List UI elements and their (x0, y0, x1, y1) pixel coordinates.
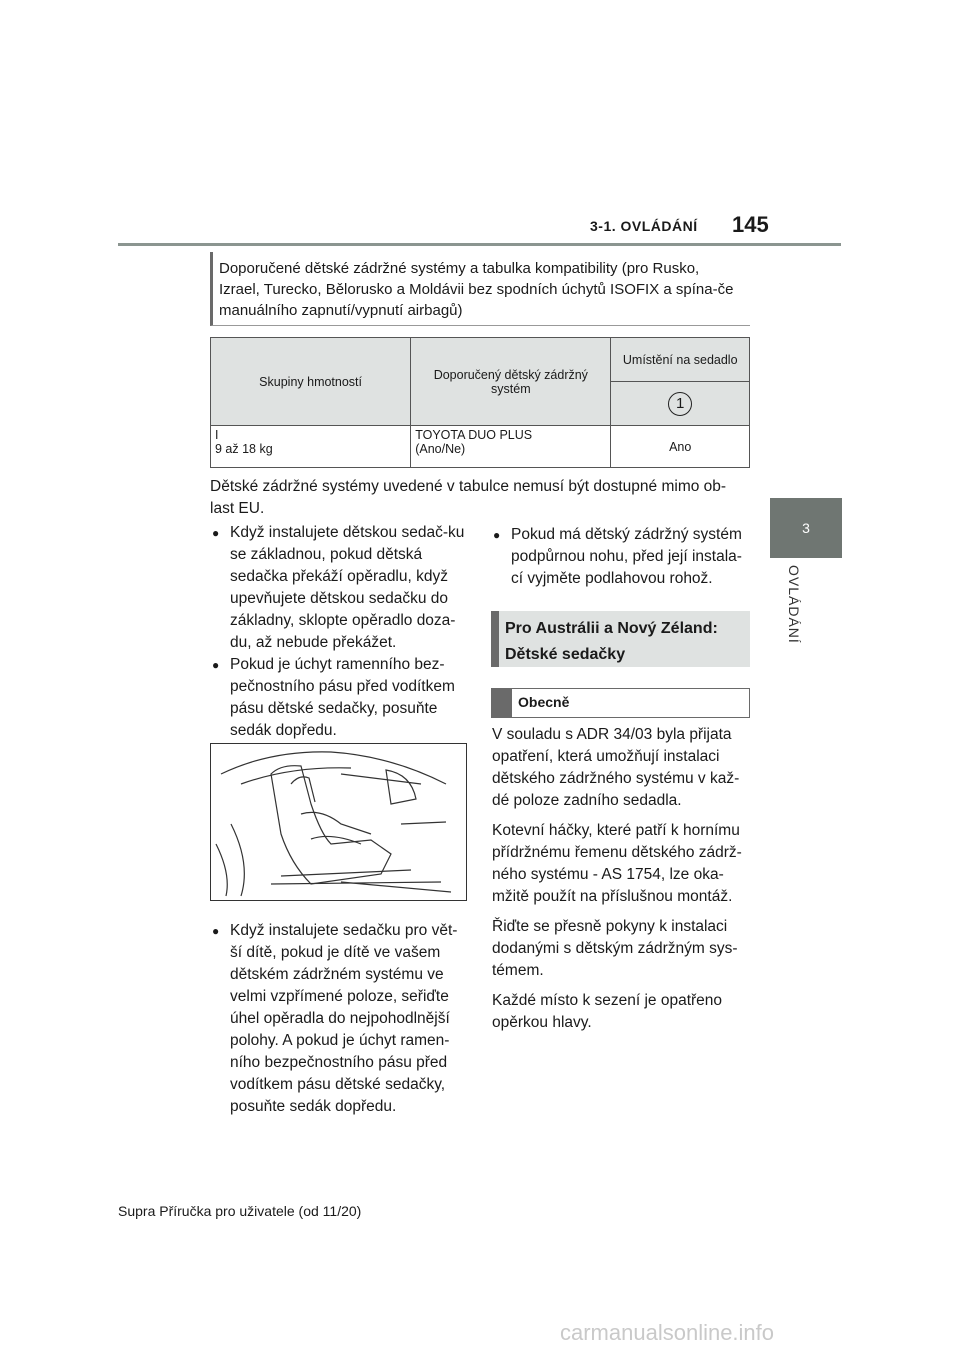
section-title: 3-1. OVLÁDÁNÍ (590, 218, 698, 234)
section-heading-line2: Dětské sedačky (505, 646, 626, 663)
system-option: (Ano/Ne) (415, 442, 466, 456)
table-header-recommended-system: Doporučený dětský zádržný systém (411, 338, 611, 426)
paragraph: Každé místo k sezení je opatřeno opěrkou hlavy. (492, 992, 723, 1031)
right-paragraphs (492, 724, 754, 1034)
subheading-box (491, 688, 750, 718)
table-header-seat-number-cell (611, 382, 750, 426)
compatibility-note-text: Doporučené dětské zádržné systémy a tabulka kompatibility (pro Rusko, Izrael, Turecko, Bělorusko a Moldávii bez spodních úchytů ISOFIX a spína-če manuálního zapnutí/vypnutí airbagů) (219, 260, 734, 319)
right-bullet-list (493, 524, 753, 590)
table-header-weight-groups: Skupiny hmotností (211, 338, 411, 426)
header-divider (118, 243, 841, 246)
chapter-tab (770, 498, 842, 558)
table-header-seat-position: Umístění na sedadlo (611, 338, 750, 382)
left-bullet-list (212, 522, 468, 742)
watermark-text: carmanualsonline.info (560, 1320, 775, 1345)
group-class: I (215, 428, 219, 442)
subheading: Obecně (518, 694, 570, 710)
group-weight: 9 až 18 kg (215, 442, 273, 456)
eu-availability-note: Dětské zádržné systémy uvedené v tabulce nemusí být dostupné mimo ob-last EU. (210, 478, 727, 517)
child-seat-illustration (210, 743, 467, 901)
table-row (211, 426, 750, 468)
car-seat-drawing (211, 744, 465, 899)
list-item: ● Když instalujete sedačku pro vět-ší dítě, pokud je dítě ve vašem dětském zádržném systému ve velmi vzpřímené poloze, seřiďte úhel opěradla do nejpohodlnější polohy. A pokud je úchyt ramen-ního bezpečnostního pásu před vodítkem pásu dětské sedačky, posuňte sedák dopředu. (212, 920, 468, 1118)
seat-number-circle: 1 (668, 392, 692, 416)
page-number: 145 (732, 212, 769, 237)
chapter-number: 3 (802, 520, 810, 536)
table-cell-group (211, 426, 411, 468)
table-cell-seat-value: Ano (611, 426, 750, 468)
section-heading-line1: Pro Austrálii a Nový Zéland: (505, 620, 718, 637)
chapter-label: OVLÁDÁNÍ (786, 565, 802, 644)
footer-manual-title: Supra Příručka pro uživatele (od 11/20) (118, 1203, 362, 1219)
left-bottom-bullet-list (212, 920, 468, 1118)
list-item: ● Když instalujete dětskou sedač-ku se základnou, pokud dětská sedačka překáží opěradlu, když upevňujete dětskou sedačku do základny, sklopte opěradlo doza-du, až nebude překážet. (212, 522, 468, 654)
chapter-label-container (786, 565, 808, 665)
subheading-marker (492, 689, 512, 717)
compatibility-table (210, 337, 750, 468)
table-cell-system (411, 426, 611, 468)
paragraph: Řiďte se přesně pokyny k instalaci dodanými s dětským zádržným sys-témem. (492, 918, 738, 979)
paragraph: Kotevní háčky, které patří k hornímu přídržnému řemenu dětského zádrž-ného systému - AS 1754, lze oka-mžitě použít na příslušnou montáž. (492, 822, 742, 905)
list-item: ● Pokud je úchyt ramenního bez-pečnostního pásu před vodítkem pásu dětské sedačky, posuňte sedák dopředu. (212, 654, 468, 742)
paragraph: V souladu s ADR 34/03 byla přijata opatření, která umožňují instalaci dětského zádržného systému v kaž-dé poloze zadního sedadla. (492, 726, 740, 809)
list-item: ● Pokud má dětský zádržný systém podpůrnou nohu, před její instala-cí vyjměte podlahovou rohož. (493, 524, 753, 590)
section-heading (491, 611, 750, 667)
system-name: TOYOTA DUO PLUS (415, 428, 533, 442)
compatibility-note (210, 252, 750, 326)
